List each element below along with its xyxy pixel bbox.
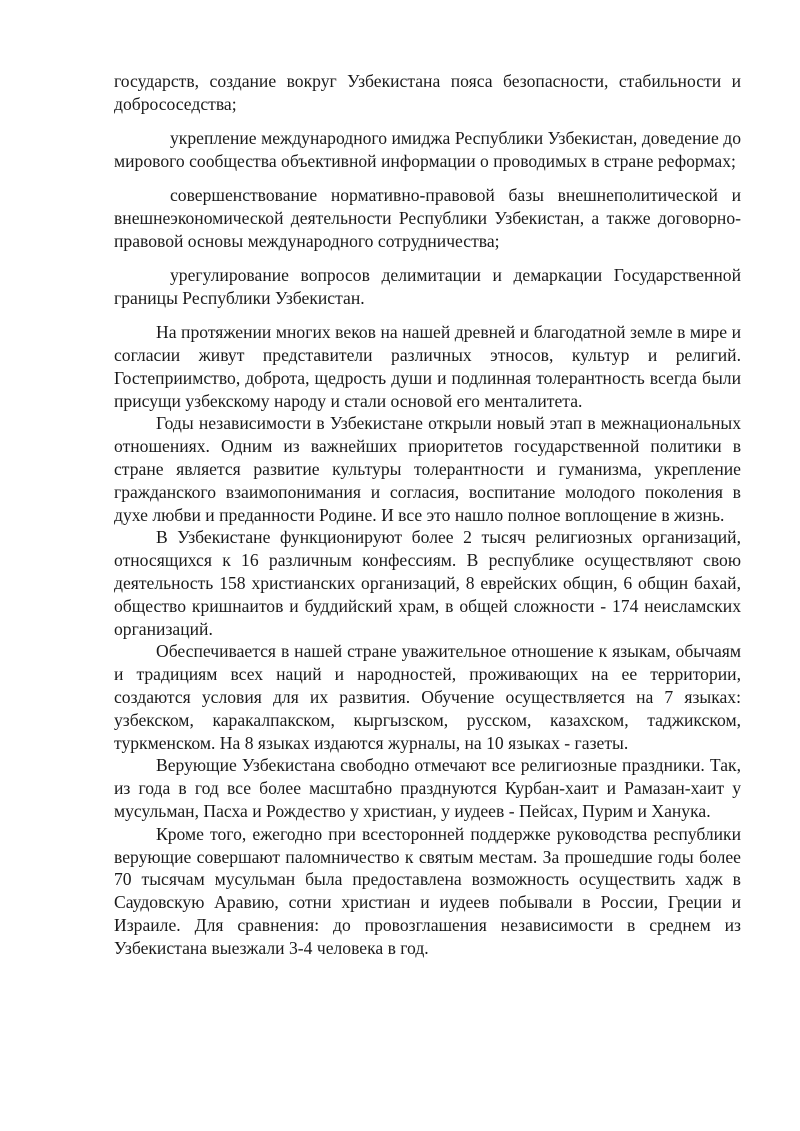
list-item-international-image: укрепление международного имиджа Республики Узбекистан, доведение до мирового сообщества объективной информации о проводимых в стране реформах; — [114, 128, 741, 171]
list-item-legal-base: совершенствование нормативно-правовой базы внешнеполитической и внешнеэкономической деятельности Республики Узбекистан, а также договорно-правовой основы международного сотрудничества; — [114, 185, 741, 251]
document-page — [114, 70, 741, 959]
paragraph-tolerance-history: На протяжении многих веков на нашей древней и благодатной земле в мире и согласии живут представители различных этносов, культур и религий. Гостеприимство, доброта, щедрость души и подлинная толерантность всегда были присущи узбекскому народу и стали основой его менталитета. — [114, 322, 741, 411]
paragraph-independence-years: Годы независимости в Узбекистане открыли новый этап в межнациональных отношениях. Одним из важнейших приоритетов государственной политики в стране является развитие культуры толерантности и гуманизма, укрепление гражданского взаимопонимания и согласия, воспитание молодого поколения в духе любви и преданности Родине. И все это нашло полное воплощение в жизнь. — [114, 413, 741, 525]
list-item-continuation: государств, создание вокруг Узбекистана пояса безопасности, стабильности и добрососедства; — [114, 71, 741, 114]
paragraph-pilgrimage: Кроме того, ежегодно при всесторонней поддержке руководства республики верующие совершают паломничество к святым местам. За прошедшие годы более 70 тысячам мусульман была предоставлена возможность осуществить хадж в Саудовскую Аравию, сотни христиан и иудеев побывали в России, Греции и Израиле. Для сравнения: до провозглашения независимости в среднем из Узбекистана выезжали 3-4 человека в год. — [114, 823, 741, 958]
paragraph-religious-holidays: Верующие Узбекистана свободно отмечают все религиозные праздники. Так, из года в год все более масштабно празднуются Курбан-хаит и Рамазан-хаит у мусульман, Пасха и Рождество у христиан, у иудеев - Пейсах, Пурим и Ханука. — [114, 755, 741, 821]
paragraph-languages: Обеспечивается в нашей стране уважительное отношение к языкам, обычаям и традициям всех наций и народностей, проживающих на ее территории, создаются условия для их развития. Обучение осуществляется на 7 языках: узбекском, каракалпакском, кыргызском, русском, казахском, таджикском, туркменском. На 8 языках издаются журналы, на 10 языках - газеты. — [114, 641, 741, 753]
paragraph-religious-organizations: В Узбекистане функционируют более 2 тысяч религиозных организаций, относящихся к 16 различным конфессиям. В республике осуществляют свою деятельность 158 христианских организаций, 8 еврейских общин, 6 общин бахай, общество кришнаитов и буддийский храм, в общей сложности - 174 неисламских организаций. — [114, 527, 741, 639]
list-item-border-delimitation: урегулирование вопросов делимитации и демаркации Государственной границы Республики Узбекистан. — [114, 265, 741, 308]
